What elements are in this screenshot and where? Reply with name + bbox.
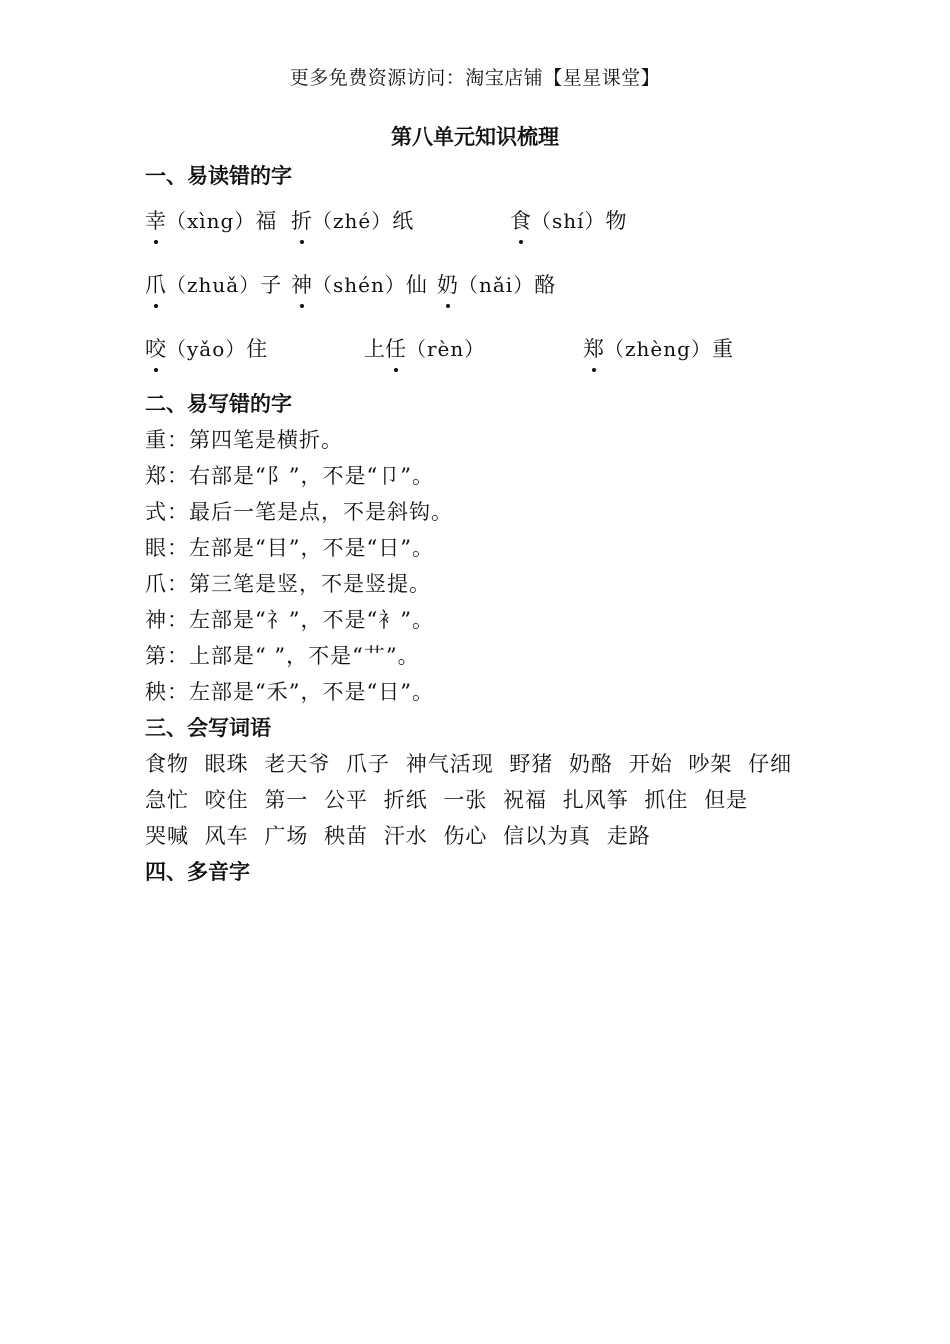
reading-item [291, 205, 413, 235]
section-heading-vocabulary: 三、会写词语 [145, 715, 271, 740]
reading-item [291, 269, 427, 299]
reading-pinyin: （nǎi） [458, 273, 535, 297]
reading-item [510, 205, 627, 235]
reading-char: 郑 [583, 333, 604, 363]
writing-line: 眼：左部是“目”，不是“日”。 [145, 536, 434, 560]
writing-line: 式：最后一笔是点，不是斜钩。 [145, 500, 453, 524]
reading-pinyin: （xìng） [166, 209, 256, 233]
page-title: 第八单元知识梳理 [391, 124, 559, 149]
reading-suffix: 福 [255, 209, 277, 233]
section-heading-polyphones: 四、多音字 [145, 859, 250, 884]
reading-char: 奶 [437, 269, 458, 299]
reading-pinyin: （shí） [531, 209, 606, 233]
writing-line: 郑：右部是“阝”，不是“卩”。 [145, 464, 434, 488]
reading-char: 食 [510, 205, 531, 235]
reading-pinyin: （zhé） [312, 209, 393, 233]
reading-suffix: 仙 [405, 273, 427, 297]
writing-line: 秧：左部是“禾”，不是“日”。 [145, 680, 434, 704]
reading-char: 折 [291, 205, 312, 235]
reading-item [145, 205, 276, 235]
reading-suffix: 重 [711, 337, 733, 361]
reading-pinyin: （zhèng） [604, 337, 712, 361]
reading-char: 幸 [145, 205, 166, 235]
reading-item [145, 333, 267, 363]
reading-item [437, 269, 555, 299]
reading-pinyin: （zhuǎ） [166, 273, 261, 297]
reading-prefix: 上 [364, 337, 385, 361]
reading-suffix: 纸 [392, 209, 414, 233]
reading-suffix: 子 [260, 273, 282, 297]
writing-line: 第：上部是“ ”，不是“艹”。 [145, 644, 420, 668]
section-heading-writing: 二、易写错的字 [145, 391, 292, 416]
vocab-line: 急忙 咬住 第一 公平 折纸 一张 祝福 扎风筝 抓住 但是 [145, 788, 749, 812]
writing-line: 重：第四笔是横折。 [145, 428, 343, 452]
reading-item [145, 269, 281, 299]
reading-item [583, 333, 733, 363]
vocab-line: 食物 眼珠 老天爷 爪子 神气活现 野猪 奶酪 开始 吵架 仔细 [145, 752, 793, 776]
reading-item [364, 333, 485, 363]
reading-suffix: 酪 [534, 273, 556, 297]
reading-pinyin: （shén） [312, 273, 406, 297]
vocab-line: 哭喊 风车 广场 秧苗 汗水 伤心 信以为真 走路 [145, 824, 651, 848]
writing-line: 爪：第三笔是竖，不是竖提。 [145, 572, 431, 596]
reading-suffix: 物 [605, 209, 627, 233]
section-heading-reading: 一、易读错的字 [145, 163, 292, 188]
reading-char: 咬 [145, 333, 166, 363]
reading-char: 神 [291, 269, 312, 299]
header-note: 更多免费资源访问：淘宝店铺【星星课堂】 [289, 67, 661, 89]
reading-char: 任 [385, 333, 406, 363]
writing-line: 神：左部是“礻”，不是“衤”。 [145, 608, 434, 632]
reading-suffix: 住 [246, 337, 268, 361]
reading-char: 爪 [145, 269, 166, 299]
reading-pinyin: （yǎo） [166, 337, 247, 361]
reading-pinyin: （rèn） [406, 337, 486, 361]
